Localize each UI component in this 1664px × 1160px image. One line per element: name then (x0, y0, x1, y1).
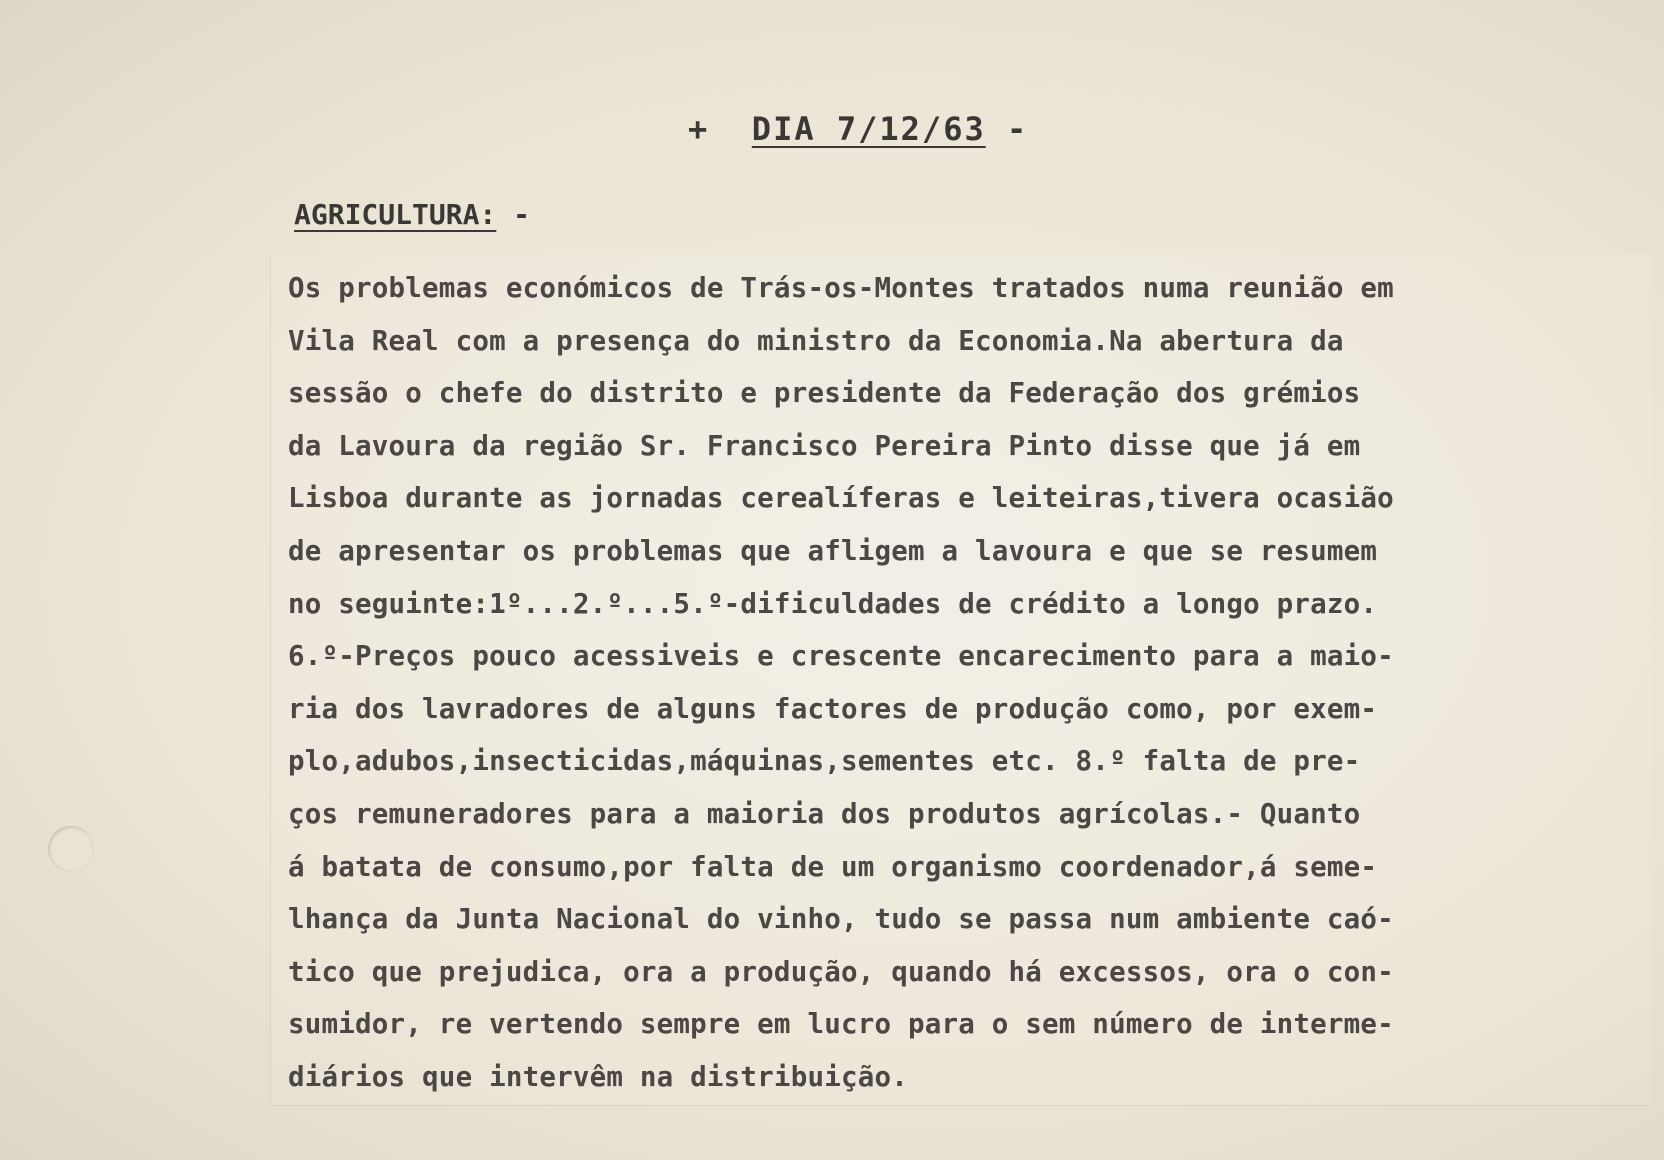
text-line: Lisboa durante as jornadas cerealíferas e leiteiras,tivera ocasião (288, 482, 1394, 515)
date-suffix: - (1006, 110, 1029, 148)
text-line: Vila Real com a presença do ministro da Economia.Na abertura da (288, 324, 1344, 357)
text-line: de apresentar os problemas que afligem a lavoura e que se resumem (288, 534, 1378, 567)
date-heading (688, 110, 1028, 148)
section-suffix: - (513, 198, 531, 231)
text-line: plo,adubos,insecticidas,máquinas,sementes etc. 8.º falta de pre- (288, 745, 1361, 778)
text-line: no seguinte:1º...2.º...5.º-dificuldades de crédito a longo prazo. (288, 587, 1378, 620)
date-text: DIA 7/12/63 (751, 110, 986, 148)
text-line: sumidor, re vertendo sempre em lucro para o sem número de interme- (288, 1008, 1394, 1041)
text-line: á batata de consumo,por falta de um organismo coordenador,á seme- (288, 850, 1378, 883)
date-prefix: + (688, 110, 710, 148)
text-line: sessão o chefe do distrito e presidente da Federação dos grémios (288, 377, 1361, 410)
text-line: 6.º-Preços pouco acessiveis e crescente encarecimento para a maio- (288, 640, 1394, 673)
section-heading (294, 198, 530, 231)
text-line: diários que intervêm na distribuição. (288, 1060, 908, 1093)
body-paragraph (288, 262, 1658, 1104)
section-title: AGRICULTURA: (294, 198, 497, 231)
text-line: lhança da Junta Nacional do vinho, tudo se passa num ambiente caó- (288, 903, 1394, 936)
text-line: ria dos lavradores de alguns factores de produção como, por exem- (288, 692, 1378, 725)
punch-hole-mark (48, 826, 94, 872)
text-line: Os problemas económicos de Trás-os-Montes tratados numa reunião em (288, 272, 1394, 304)
text-line: da Lavoura da região Sr. Francisco Pereira Pinto disse que já em (288, 429, 1361, 462)
text-line: ços remuneradores para a maioria dos produtos agrícolas.- Quanto (288, 797, 1361, 830)
text-line: tico que prejudica, ora a produção, quando há excessos, ora o con- (288, 955, 1394, 988)
